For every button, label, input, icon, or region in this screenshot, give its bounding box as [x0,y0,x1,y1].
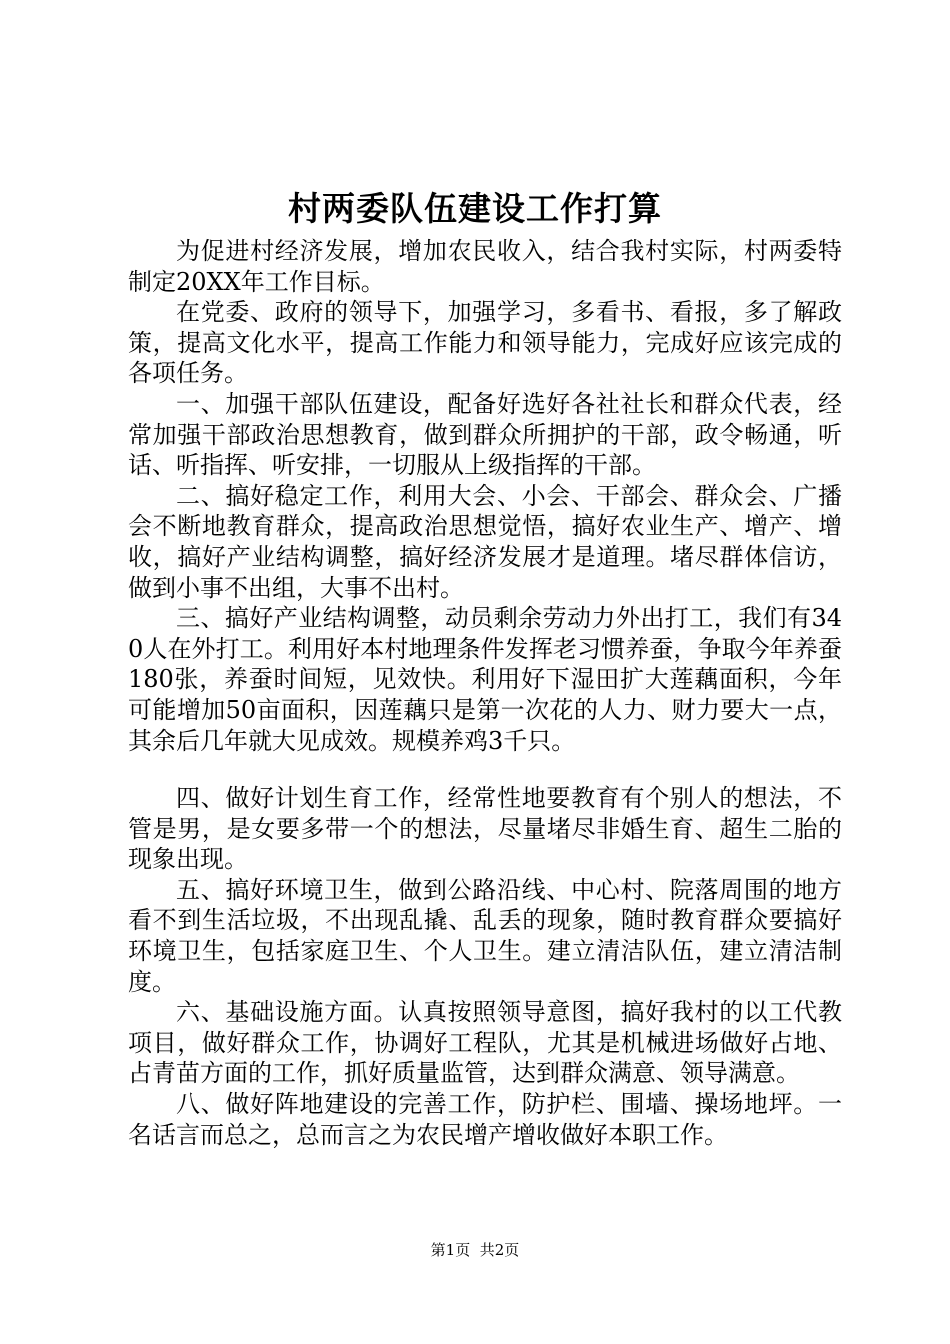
document-body [128,236,842,1150]
paragraph-intro: 为促进村经济发展，增加农民收入，结合我村实际，村两委特制定20XX年工作目标。 [128,237,842,296]
paragraph-leadership: 在党委、政府的领导下，加强学习，多看书、看报，多了解政策，提高文化水平，提高工作能力和领导能力，完成好应该完成的各项任务。 [128,298,842,388]
page-footer [0,1240,950,1260]
paragraph-item-8: 八、做好阵地建设的完善工作，防护栏、围墙、操场地坪。一名话言而总之，总而言之为农民增产增收做好本职工作。 [128,1090,842,1149]
footer-gap [470,1241,480,1259]
page-number: 第1页 [430,1241,471,1259]
paragraph-item-6: 六、基础设施方面。认真按照领导意图，搞好我村的以工代教项目，做好群众工作，协调好工程队，尤其是机械进场做好占地、占青苗方面的工作，抓好质量监管，达到群众满意、领导满意。 [128,998,842,1088]
paragraph-item-4: 四、做好计划生育工作，经常性地要教育有个别人的想法，不管是男，是女要多带一个的想法，尽量堵尽非婚生育、超生二胎的现象出现。 [128,784,842,874]
page-total: 共2页 [479,1241,520,1259]
paragraph-item-5: 五、搞好环境卫生，做到公路沿线、中心村、院落周围的地方看不到生活垃圾，不出现乱撬、乱丢的现象，随时教育群众要搞好环境卫生，包括家庭卫生、个人卫生。建立清洁队伍，建立清洁制度。 [128,875,842,996]
document-title: 村两委队伍建设工作打算 [288,189,662,228]
paragraph-spacer [128,756,842,783]
paragraph-item-1: 一、加强干部队伍建设，配备好选好各社社长和群众代表，经常加强干部政治思想教育，做到群众所拥护的干部，政令畅通，听话、听指挥、听安排，一切服从上级指挥的干部。 [128,389,842,480]
paragraph-item-2: 二、搞好稳定工作，利用大会、小会、干部会、群众会、广播会不断地教育群众，提高政治思想觉悟，搞好农业生产、增产、增收，搞好产业结构调整，搞好经济发展才是道理。堵尽群体信访，做到小事不出组，大事不出村。 [128,481,842,602]
paragraph-item-3: 三、搞好产业结构调整，动员剩余劳动力外出打工，我们有340人在外打工。利用好本村地理条件发挥老习惯养蚕，争取今年养蚕180张，养蚕时间短，见效快。利用好下湿田扩大莲藕面积，今年可能增加50亩面积，因莲藕只是第一次花的人力、财力要大一点，其余后几年就大见成效。规模养鸡3千只。 [128,604,842,755]
